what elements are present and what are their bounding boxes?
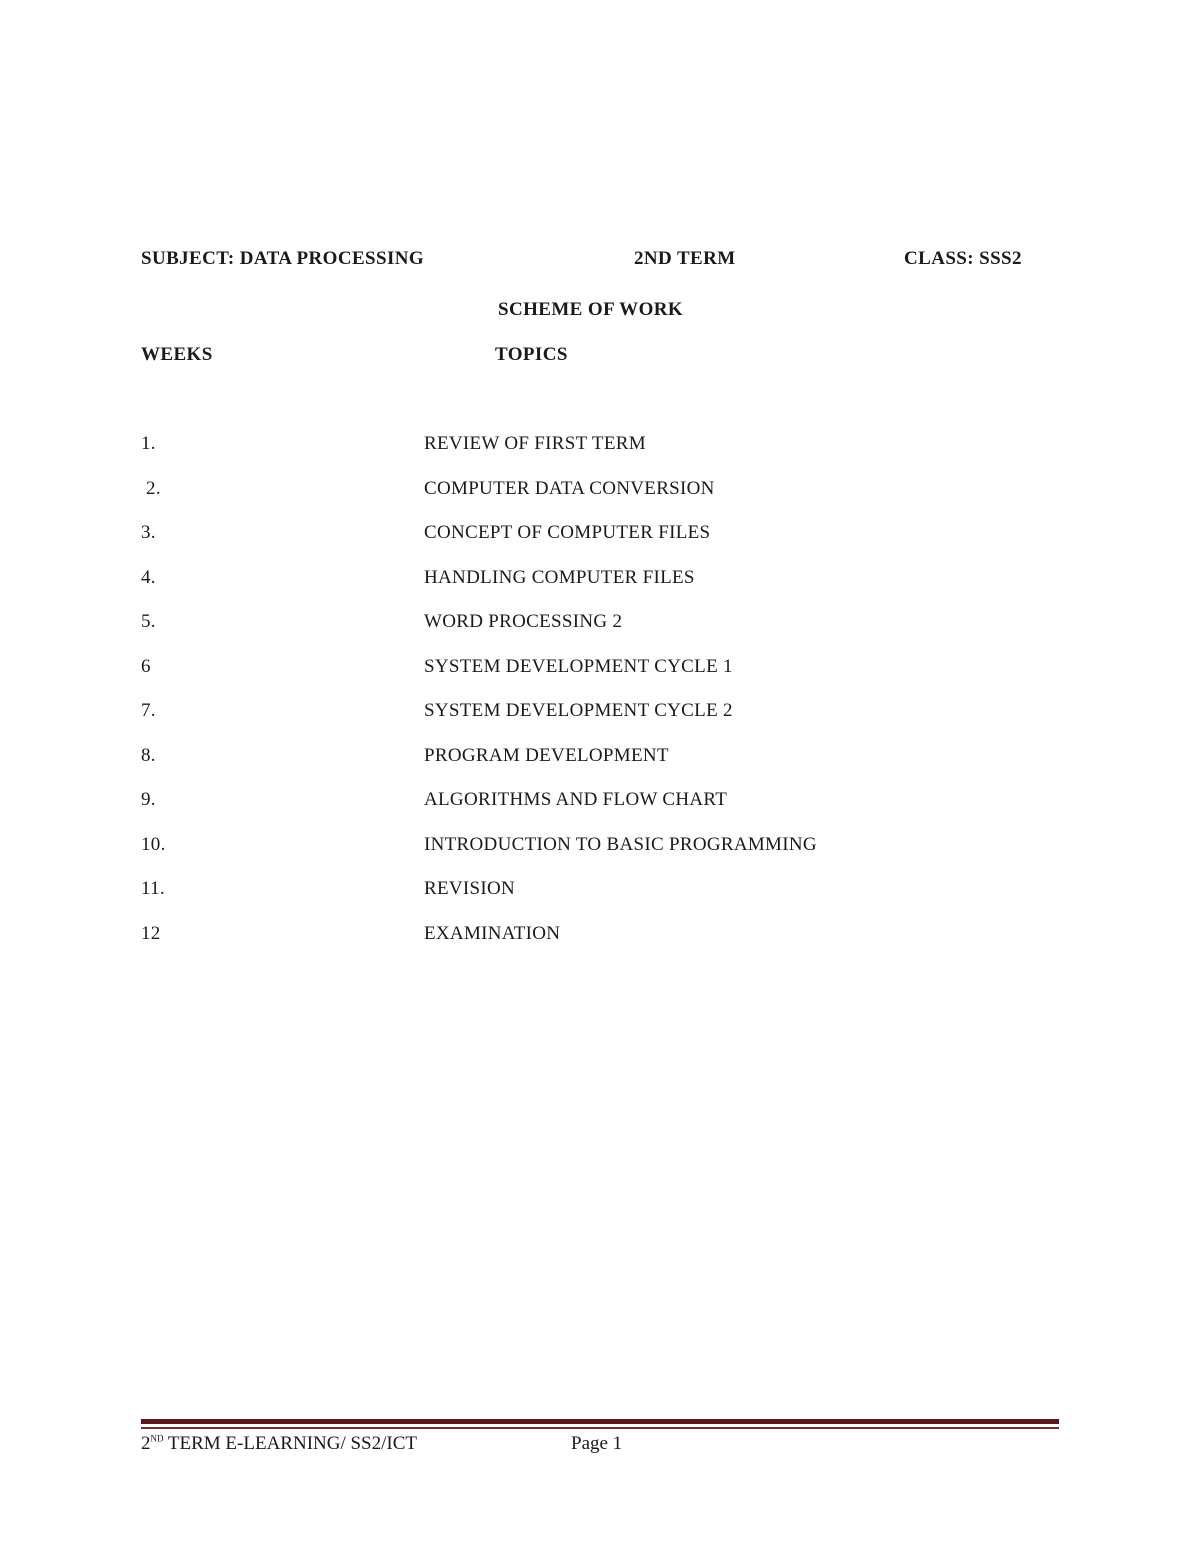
week-number: 8. bbox=[141, 745, 156, 766]
weeks-column-header: WEEKS bbox=[141, 344, 213, 365]
term-label: 2ND TERM bbox=[634, 248, 736, 269]
topics-column-header: TOPICS bbox=[495, 344, 568, 365]
week-number: 12 bbox=[141, 923, 161, 944]
footer-course-text: TERM E-LEARNING/ SS2/ICT bbox=[163, 1433, 418, 1454]
week-number: 11. bbox=[141, 878, 165, 899]
week-topic: EXAMINATION bbox=[424, 923, 561, 944]
footer-term-suffix: ND bbox=[150, 1433, 164, 1444]
week-number: 1. bbox=[141, 433, 156, 454]
footer-divider-thick bbox=[141, 1419, 1059, 1424]
week-number: 5. bbox=[141, 611, 156, 632]
week-number: 7. bbox=[141, 700, 156, 721]
week-number: 6 bbox=[141, 656, 151, 677]
week-number: 10. bbox=[141, 834, 166, 855]
week-topic: SYSTEM DEVELOPMENT CYCLE 2 bbox=[424, 700, 733, 721]
footer-page-number: Page 1 bbox=[571, 1433, 623, 1454]
week-topic: SYSTEM DEVELOPMENT CYCLE 1 bbox=[424, 656, 733, 677]
footer-term-number: 2 bbox=[141, 1433, 151, 1454]
footer-divider-thin bbox=[141, 1427, 1059, 1429]
subject-label: SUBJECT: DATA PROCESSING bbox=[141, 248, 425, 269]
week-number: 2. bbox=[141, 478, 161, 499]
week-topic: REVISION bbox=[424, 878, 516, 899]
page-title: SCHEME OF WORK bbox=[498, 299, 684, 320]
footer-course bbox=[141, 1433, 417, 1455]
class-label: CLASS: SSS2 bbox=[904, 248, 1022, 269]
week-topic: CONCEPT OF COMPUTER FILES bbox=[424, 522, 711, 543]
week-topic: REVIEW OF FIRST TERM bbox=[424, 433, 646, 454]
week-number: 9. bbox=[141, 789, 156, 810]
week-topic: INTRODUCTION TO BASIC PROGRAMMING bbox=[424, 834, 817, 855]
week-topic: COMPUTER DATA CONVERSION bbox=[424, 478, 715, 499]
week-topic: ALGORITHMS AND FLOW CHART bbox=[424, 789, 728, 810]
week-topic: WORD PROCESSING 2 bbox=[424, 611, 623, 632]
week-number: 4. bbox=[141, 567, 156, 588]
week-topic: HANDLING COMPUTER FILES bbox=[424, 567, 695, 588]
week-number: 3. bbox=[141, 522, 156, 543]
week-topic: PROGRAM DEVELOPMENT bbox=[424, 745, 669, 766]
